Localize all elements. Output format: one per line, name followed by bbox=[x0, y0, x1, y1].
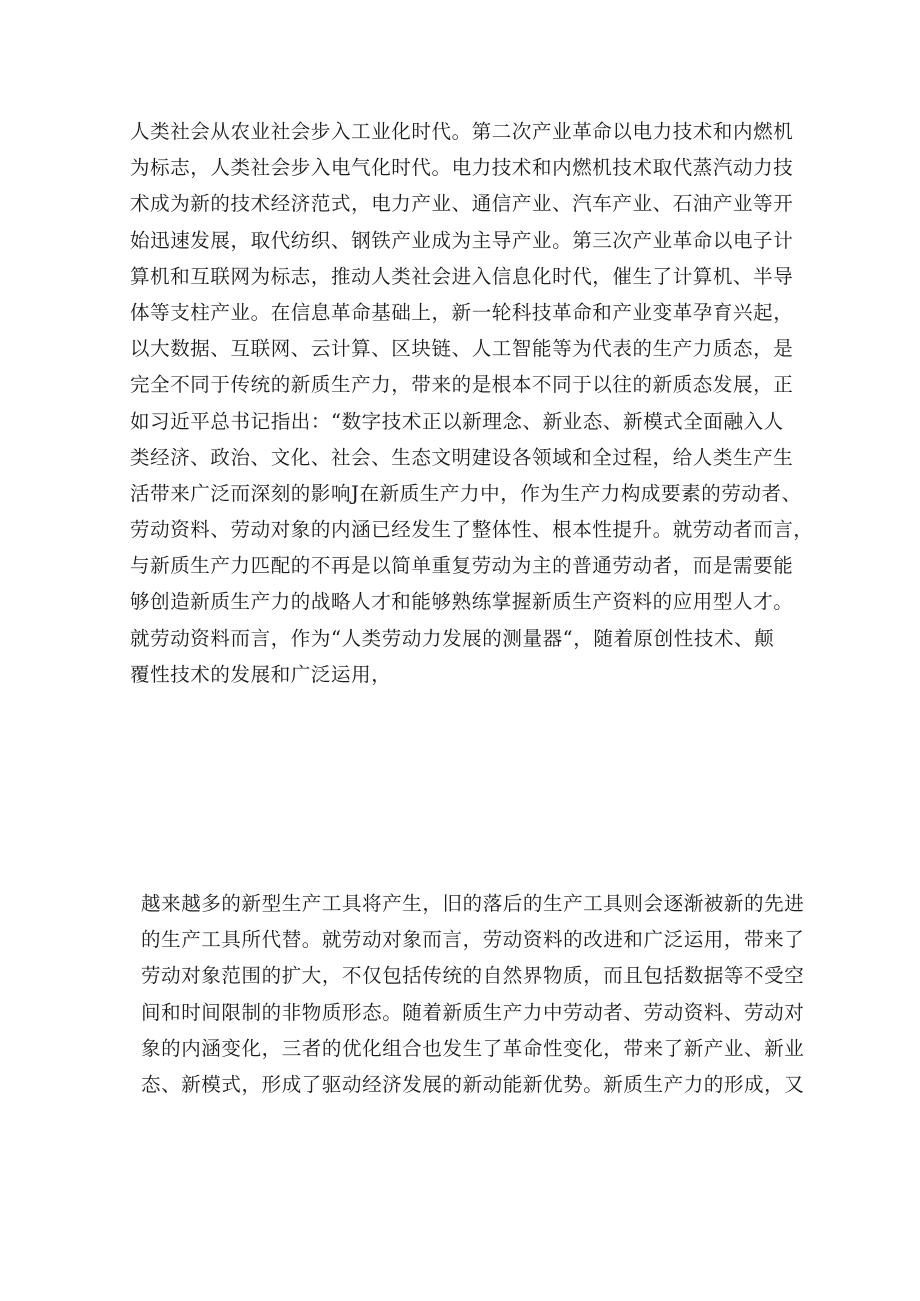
text-line: 劳动对象范围的扩大，不仅包括传统的自然界物质，而且包括数据等不受空 bbox=[141, 964, 805, 988]
text-line: 就劳动资料而言，作为“人类劳动力发展的测量器“，随着原创性技术、颠 bbox=[130, 626, 775, 650]
text-line: 以大数据、互联网、云计算、区块链、人工智能等为代表的生产力质态，是 bbox=[130, 337, 794, 361]
text-line: 够创造新质生产力的战略人才和能够熟练掌握新质生产资料的应用型人才。 bbox=[130, 590, 794, 614]
text-line: 态、新模式，形成了驱动经济发展的新动能新优势。新质生产力的形成，又 bbox=[141, 1072, 805, 1096]
text-line: 为标志，人类社会步入电气化时代。电力技术和内燃机技术取代蒸汽动力技 bbox=[130, 156, 794, 180]
paragraph-2 bbox=[141, 886, 804, 1103]
text-line: 覆性技术的发展和广泛运用， bbox=[130, 662, 392, 686]
text-line: 越来越多的新型生产工具将产生，旧的落后的生产工具则会逐渐被新的先进 bbox=[141, 892, 805, 915]
text-line: 始迅速发展，取代纺织、钢铁产业成为主导产业。第三次产业革命以电子计 bbox=[130, 228, 794, 252]
text-line: 劳动资料、劳动对象的内涵已经发生了整体性、根本性提升。就劳动者而言， bbox=[130, 518, 814, 542]
text-line: 算机和互联网为标志，推动人类社会进入信息化时代，催生了计算机、半导 bbox=[130, 264, 794, 288]
text-line: 间和时间限制的非物质形态。随着新质生产力中劳动者、劳动资料、劳动对 bbox=[141, 1000, 805, 1024]
text-line: 人类社会从农业社会步入工业化时代。第二次产业革命以电力技术和内燃机 bbox=[130, 120, 794, 143]
text-line: 象的内涵变化，三者的优化组合也发生了革命性变化，带来了新产业、新业 bbox=[141, 1036, 805, 1060]
paragraph-1 bbox=[130, 114, 813, 693]
text-line: 如习近平总书记指出：“数字技术正以新理念、新业态、新模式全面融入人 bbox=[130, 409, 784, 433]
text-line: 类经济、政治、文化、社会、生态文明建设各领域和全过程，给人类生产生 bbox=[130, 445, 794, 469]
text-line: 完全不同于传统的新质生产力，带来的是根本不同于以往的新质态发展，正 bbox=[130, 373, 794, 397]
text-line: 体等支柱产业。在信息革命基础上，新一轮科技革命和产业变革孕育兴起， bbox=[130, 300, 794, 324]
text-line: 活带来广泛而深刻的影响J在新质生产力中，作为生产力构成要素的劳动者、 bbox=[130, 481, 802, 505]
text-line: 的生产工具所代替。就劳动对象而言，劳动资料的改进和广泛运用，带来了 bbox=[141, 928, 805, 952]
text-line: 与新质生产力匹配的不再是以简单重复劳动为主的普通劳动者，而是需要能 bbox=[130, 554, 794, 578]
text-line: 术成为新的技术经济范式，电力产业、通信产业、汽车产业、石油产业等开 bbox=[130, 192, 794, 216]
